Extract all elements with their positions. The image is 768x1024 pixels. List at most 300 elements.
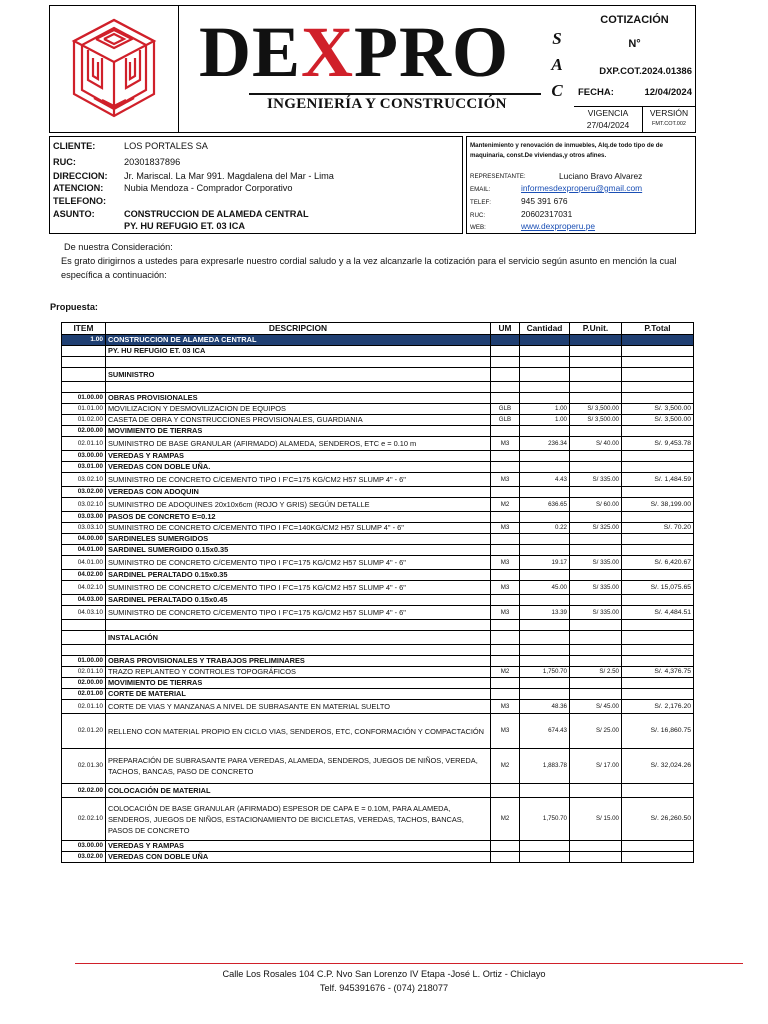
item-cell: 1.00	[62, 335, 106, 346]
logo-box	[50, 6, 179, 132]
quantity-cell: 45.00	[520, 581, 570, 595]
total-price-cell: S/. 4,376.75	[622, 667, 694, 678]
table-row	[62, 512, 694, 523]
total-price-cell	[622, 784, 694, 798]
um-cell	[491, 393, 520, 404]
um-cell	[491, 346, 520, 357]
total-price-cell: S/. 70.20	[622, 523, 694, 534]
table-row	[62, 523, 694, 534]
um-cell: M3	[491, 700, 520, 714]
item-cell: 04.00.00	[62, 534, 106, 545]
um-cell	[491, 852, 520, 863]
item-cell	[62, 645, 106, 656]
total-price-cell	[622, 656, 694, 667]
description-cell	[106, 620, 491, 631]
total-price-cell: S/. 3,500.00	[622, 415, 694, 426]
table-row	[62, 382, 694, 393]
vigencia-date: 27/04/2024	[586, 120, 630, 130]
description-cell: CONSTRUCCION DE ALAMEDA CENTRAL	[106, 335, 491, 346]
table-row	[62, 645, 694, 656]
table-row	[62, 473, 694, 487]
quantity-cell	[520, 631, 570, 645]
footer-address: Calle Los Rosales 104 C.P. Nvo San Lorenzo IV Etapa -José L. Ortiz - Chiclayo	[222, 969, 546, 979]
item-cell: 03.03.10	[62, 523, 106, 534]
client-info-box	[49, 136, 463, 234]
item-cell: 04.01.00	[62, 556, 106, 570]
col-header-descripcion: DESCRIPCION	[106, 323, 491, 335]
quantity-cell	[520, 462, 570, 473]
item-cell: 02.00.00	[62, 678, 106, 689]
description-cell	[106, 382, 491, 393]
table-row	[62, 534, 694, 545]
item-cell: 04.01.00	[62, 545, 106, 556]
unit-price-cell	[570, 393, 622, 404]
item-cell: 01.00.00	[62, 656, 106, 667]
unit-price-cell	[570, 382, 622, 393]
unit-price-cell: S/ 60.00	[570, 498, 622, 512]
description-cell: SUMINISTRO DE CONCRETO C/CEMENTO TIPO I F'C=175 KG/CM2 H57 SLUMP 4" - 6"	[106, 556, 491, 570]
description-cell: CORTE DE MATERIAL	[106, 689, 491, 700]
unit-price-cell	[570, 368, 622, 382]
description-cell: CORTE DE VIAS Y MANZANAS A NIVEL DE SUBRASANTE EN MATERIAL SUELTO	[106, 700, 491, 714]
table-row	[62, 556, 694, 570]
dexpro-cube-logo-icon	[50, 6, 178, 132]
total-price-cell	[622, 393, 694, 404]
um-cell	[491, 689, 520, 700]
total-price-cell	[622, 487, 694, 498]
um-cell	[491, 335, 520, 346]
item-cell: 02.02.10	[62, 798, 106, 841]
unit-price-cell	[570, 451, 622, 462]
item-cell: 02.01.10	[62, 700, 106, 714]
description-cell: PY. HU REFUGIO ET. 03 ICA	[106, 346, 491, 357]
um-cell	[491, 656, 520, 667]
table-row	[62, 841, 694, 852]
total-price-cell	[622, 368, 694, 382]
total-price-cell: S/. 6,420.67	[622, 556, 694, 570]
description-cell: COLOCACIÓN DE BASE GRANULAR (AFIRMADO) ESPESOR DE CAPA E = 0.10M, PARA ALAMEDA, SENDEROS, JUEGOS DE NIÑOS, ESTACIONAMIENTO DE BICICLETAS, VEREDAS, TACHOS, BANCAS, PASOS DE CONCRETO	[106, 798, 491, 841]
total-price-cell: S/. 32,024.26	[622, 749, 694, 784]
table-row	[62, 415, 694, 426]
description-cell: VEREDAS CON ADOQUIN	[106, 487, 491, 498]
description-cell: SARDINEL PERALTADO 0.15x0.35	[106, 570, 491, 581]
unit-price-cell	[570, 545, 622, 556]
description-cell: VEREDAS Y RAMPAS	[106, 451, 491, 462]
um-cell: M3	[491, 606, 520, 620]
item-cell: 03.02.10	[62, 473, 106, 487]
rep-value: Luciano Bravo Alvarez	[559, 171, 643, 181]
quote-title: COTIZACIÓN	[600, 14, 669, 26]
quantity-cell	[520, 841, 570, 852]
col-header-item: ITEM	[62, 323, 106, 335]
quantity-cell	[520, 357, 570, 368]
um-cell: M2	[491, 798, 520, 841]
um-cell: M3	[491, 473, 520, 487]
description-cell: CASETA DE OBRA Y CONSTRUCCIONES PROVISIONALES, GUARDIANIA	[106, 415, 491, 426]
ruc-value: 20301837896	[124, 157, 181, 167]
description-cell: SUMINISTRO DE CONCRETO C/CEMENTO TIPO I F'C=140KG/CM2 H57 SLUMP 4" - 6"	[106, 523, 491, 534]
total-price-cell: S/. 15,075.65	[622, 581, 694, 595]
um-cell: M2	[491, 667, 520, 678]
table-row	[62, 346, 694, 357]
unit-price-cell: S/ 25.00	[570, 714, 622, 749]
total-price-cell	[622, 570, 694, 581]
company-description: Mantenimiento y renovación de inmuebles, Alq.de todo tipo de de maquinaria, const.De viviendas,y otros afines.	[470, 142, 663, 159]
quote-code: DXP.COT.2024.01386	[599, 66, 692, 77]
total-price-cell: S/. 26,260.50	[622, 798, 694, 841]
description-cell: SUMINISTRO DE BASE GRANULAR (AFIRMADO) ALAMEDA, SENDEROS, ETC e = 0.10 m	[106, 437, 491, 451]
quantity-cell	[520, 346, 570, 357]
unit-price-cell	[570, 689, 622, 700]
um-cell	[491, 368, 520, 382]
propuesta-label: Propuesta:	[50, 302, 98, 312]
description-cell: VEREDAS CON DOBLE UÑA.	[106, 462, 491, 473]
greeting: De nuestra Consideración:	[64, 242, 173, 252]
table-row	[62, 404, 694, 415]
table-row	[62, 595, 694, 606]
um-cell	[491, 545, 520, 556]
description-cell: SUMINISTRO DE ADOQUINES 20x10x6cm (ROJO Y GRIS) SEGÚN DETALLE	[106, 498, 491, 512]
item-cell: 02.01.10	[62, 437, 106, 451]
description-cell: MOVILIZACION Y DESMOVILIZACION DE EQUIPOS	[106, 404, 491, 415]
quantity-cell	[520, 545, 570, 556]
table-row	[62, 798, 694, 841]
table-row	[62, 714, 694, 749]
um-cell	[491, 451, 520, 462]
table-row	[62, 462, 694, 473]
quantity-cell	[520, 570, 570, 581]
unit-price-cell	[570, 645, 622, 656]
email-link[interactable]: informesdexproperu@gmail.com	[521, 183, 643, 193]
unit-price-cell: S/ 335.00	[570, 556, 622, 570]
description-cell: SARDINEL PERALTADO 0.15x0.45	[106, 595, 491, 606]
item-cell: 01.02.00	[62, 415, 106, 426]
rep-label: REPRESENTANTE:	[470, 173, 526, 180]
unit-price-cell	[570, 678, 622, 689]
quantity-cell	[520, 451, 570, 462]
quantity-cell	[520, 689, 570, 700]
brand-subtitle: INGENIERÍA Y CONSTRUCCIÓN	[267, 96, 507, 112]
item-cell: 03.00.00	[62, 451, 106, 462]
item-cell: 02.01.20	[62, 714, 106, 749]
footer-divider	[75, 963, 743, 964]
total-price-cell	[622, 451, 694, 462]
version-label: VERSIÓN	[649, 108, 689, 118]
um-cell	[491, 426, 520, 437]
representative-box	[466, 136, 696, 234]
description-cell: SUMINISTRO DE CONCRETO C/CEMENTO TIPO I F'C=175 KG/CM2 H57 SLUMP 4" - 6"	[106, 581, 491, 595]
quote-number-label: N°	[628, 38, 641, 50]
total-price-cell	[622, 595, 694, 606]
unit-price-cell	[570, 426, 622, 437]
unit-price-cell: S/ 15.00	[570, 798, 622, 841]
col-header-ptotal: P.Total	[622, 323, 694, 335]
description-cell: SUMINISTRO	[106, 368, 491, 382]
unit-price-cell: S/ 17.00	[570, 749, 622, 784]
item-cell: 04.03.10	[62, 606, 106, 620]
total-price-cell	[622, 852, 694, 863]
brand-name: DEXPRO	[199, 12, 510, 92]
unit-price-cell: S/ 2.50	[570, 667, 622, 678]
telefono-label: TELEFONO:	[53, 196, 107, 206]
description-cell	[106, 645, 491, 656]
unit-price-cell	[570, 595, 622, 606]
quantity-cell	[520, 393, 570, 404]
total-price-cell	[622, 335, 694, 346]
total-price-cell	[622, 545, 694, 556]
um-cell	[491, 462, 520, 473]
description-cell	[106, 357, 491, 368]
quantity-cell	[520, 382, 570, 393]
table-row	[62, 678, 694, 689]
brand-block	[179, 6, 621, 132]
item-cell: 04.03.00	[62, 595, 106, 606]
unit-price-cell	[570, 570, 622, 581]
um-cell	[491, 631, 520, 645]
item-cell: 02.01.30	[62, 749, 106, 784]
table-row	[62, 368, 694, 382]
um-cell: M3	[491, 581, 520, 595]
quantity-cell: 674.43	[520, 714, 570, 749]
quantity-cell	[520, 656, 570, 667]
description-cell: OBRAS PROVISIONALES Y TRABAJOS PRELIMINARES	[106, 656, 491, 667]
total-price-cell	[622, 534, 694, 545]
col-header-cantidad: Cantidad	[520, 323, 570, 335]
total-price-cell	[622, 620, 694, 631]
item-cell: 01.01.00	[62, 404, 106, 415]
quantity-cell	[520, 678, 570, 689]
unit-price-cell	[570, 852, 622, 863]
unit-price-cell: S/ 335.00	[570, 581, 622, 595]
quantity-cell: 13.39	[520, 606, 570, 620]
intro-line-2: específica a continuación:	[61, 270, 167, 280]
unit-price-cell: S/ 335.00	[570, 606, 622, 620]
description-cell: INSTALACIÓN	[106, 631, 491, 645]
quantity-cell: 1,750.70	[520, 667, 570, 678]
um-cell: M3	[491, 523, 520, 534]
um-cell	[491, 534, 520, 545]
table-body	[62, 335, 694, 863]
item-cell: 02.01.00	[62, 689, 106, 700]
unit-price-cell: S/ 45.00	[570, 700, 622, 714]
item-cell: 03.03.00	[62, 512, 106, 523]
table-row	[62, 498, 694, 512]
quantity-cell: 4.43	[520, 473, 570, 487]
item-cell: 03.02.10	[62, 498, 106, 512]
quantity-cell: 1,750.70	[520, 798, 570, 841]
description-cell: VEREDAS CON DOBLE UÑA	[106, 852, 491, 863]
table-row	[62, 437, 694, 451]
table-row	[62, 357, 694, 368]
unit-price-cell	[570, 620, 622, 631]
total-price-cell: S/. 16,860.75	[622, 714, 694, 749]
unit-price-cell: S/ 3,500.00	[570, 415, 622, 426]
cliente-value: LOS PORTALES SA	[124, 141, 208, 151]
table-row	[62, 667, 694, 678]
intro-line-1: Es grato dirigirnos a ustedes para expresarle nuestro cordial saludo y a la vez alcanzarle la cotización para el servicio según asunto en mención la cual	[61, 256, 677, 266]
um-cell	[491, 620, 520, 631]
atencion-label: ATENCION:	[53, 183, 104, 193]
table-row	[62, 606, 694, 620]
unit-price-cell: S/ 3,500.00	[570, 404, 622, 415]
unit-price-cell	[570, 512, 622, 523]
total-price-cell	[622, 357, 694, 368]
description-cell: PREPARACIÓN DE SUBRASANTE PARA VEREDAS, ALAMEDA, SENDEROS, JUEGOS DE NIÑOS, VEREDA, TACHOS, BANCAS, PASO DE CONCRETO	[106, 749, 491, 784]
total-price-cell	[622, 512, 694, 523]
description-cell: VEREDAS Y RAMPAS	[106, 841, 491, 852]
quantity-cell	[520, 368, 570, 382]
description-cell: SARDINELES SUMERGIDOS	[106, 534, 491, 545]
quantity-cell: 1.00	[520, 404, 570, 415]
brand-divider	[249, 93, 541, 95]
quantity-cell	[520, 784, 570, 798]
description-cell: MOVIMIENTO DE TIERRAS	[106, 426, 491, 437]
um-cell	[491, 382, 520, 393]
direccion-value: Jr. Mariscal. La Mar 991. Magdalena del Mar - Lima	[124, 171, 334, 181]
footer-phone: Telf. 945391676 - (074) 218077	[319, 983, 449, 993]
unit-price-cell	[570, 357, 622, 368]
unit-price-cell: S/ 335.00	[570, 473, 622, 487]
item-cell	[62, 620, 106, 631]
total-price-cell	[622, 426, 694, 437]
description-cell: COLOCACIÓN DE MATERIAL	[106, 784, 491, 798]
item-cell: 02.02.00	[62, 784, 106, 798]
quote-date-label: FECHA:	[578, 87, 614, 98]
quote-date: 12/04/2024	[644, 87, 692, 98]
total-price-cell: S/. 9,453.78	[622, 437, 694, 451]
unit-price-cell: S/ 40.00	[570, 437, 622, 451]
item-cell: 04.02.00	[62, 570, 106, 581]
um-cell	[491, 570, 520, 581]
table-row	[62, 656, 694, 667]
quantity-cell: 1.00	[520, 415, 570, 426]
um-cell	[491, 487, 520, 498]
um-cell	[491, 645, 520, 656]
unit-price-cell	[570, 346, 622, 357]
item-cell	[62, 368, 106, 382]
description-cell: TRAZO REPLANTEO Y CONTROLES TOPOGRÁFICOS	[106, 667, 491, 678]
quantity-cell: 48.36	[520, 700, 570, 714]
brand-sac: S A C	[551, 29, 563, 100]
quantity-cell: 19.17	[520, 556, 570, 570]
item-cell	[62, 382, 106, 393]
rep-ruc-label: RUC:	[470, 212, 486, 219]
item-cell: 03.01.00	[62, 462, 106, 473]
table-header-row	[62, 323, 694, 335]
quantity-cell: 636.65	[520, 498, 570, 512]
total-price-cell	[622, 841, 694, 852]
table-row	[62, 620, 694, 631]
telef-value: 945 391 676	[521, 196, 568, 206]
table-row	[62, 426, 694, 437]
um-cell: M2	[491, 498, 520, 512]
description-cell: PASOS DE CONCRETO E=0.12	[106, 512, 491, 523]
description-cell: OBRAS PROVISIONALES	[106, 393, 491, 404]
total-price-cell	[622, 678, 694, 689]
email-label: EMAIL:	[470, 186, 491, 193]
total-price-cell: S/. 2,176.20	[622, 700, 694, 714]
description-cell: SUMINISTRO DE CONCRETO C/CEMENTO TIPO I F'C=175 KG/CM2 H57 SLUMP 4" - 6"	[106, 606, 491, 620]
web-link[interactable]: www.dexproperu.pe	[521, 221, 596, 231]
description-cell: SARDINEL SUMERGIDO 0.15x0.35	[106, 545, 491, 556]
unit-price-cell	[570, 534, 622, 545]
um-cell: M3	[491, 714, 520, 749]
total-price-cell	[622, 462, 694, 473]
table-row	[62, 393, 694, 404]
unit-price-cell	[570, 462, 622, 473]
quantity-cell	[520, 426, 570, 437]
um-cell	[491, 512, 520, 523]
web-label: WEB:	[470, 224, 486, 231]
version-code: FMT.COT.002	[652, 121, 686, 127]
table-row	[62, 570, 694, 581]
total-price-cell: S/. 4,484.51	[622, 606, 694, 620]
telef-label: TELEF:	[470, 199, 491, 206]
table-row	[62, 631, 694, 645]
quantity-cell	[520, 620, 570, 631]
total-price-cell: S/. 3,500.00	[622, 404, 694, 415]
quantity-cell	[520, 852, 570, 863]
total-price-cell	[622, 689, 694, 700]
description-cell: SUMINISTRO DE CONCRETO C/CEMENTO TIPO I F'C=175 KG/CM2 H57 SLUMP 4" - 6"	[106, 473, 491, 487]
ruc-label: RUC:	[53, 157, 76, 167]
unit-price-cell	[570, 335, 622, 346]
item-cell: 02.00.00	[62, 426, 106, 437]
um-cell: M3	[491, 556, 520, 570]
item-cell	[62, 631, 106, 645]
item-cell: 03.02.00	[62, 852, 106, 863]
total-price-cell	[622, 631, 694, 645]
quantity-cell	[520, 487, 570, 498]
rep-ruc-value: 20602317031	[521, 209, 573, 219]
table-row	[62, 749, 694, 784]
total-price-cell: S/. 38,199.00	[622, 498, 694, 512]
item-cell	[62, 357, 106, 368]
quantity-cell	[520, 512, 570, 523]
description-cell: RELLENO CON MATERIAL PROPIO EN CICLO VIAS, SENDEROS, ETC, CONFORMACIÓN Y COMPACTACIÓN	[106, 714, 491, 749]
cliente-label: CLIENTE:	[53, 141, 96, 151]
quantity-cell: 0.22	[520, 523, 570, 534]
unit-price-cell	[570, 841, 622, 852]
vigencia-label: VIGENCIA	[587, 108, 629, 118]
item-cell: 03.02.00	[62, 487, 106, 498]
quantity-cell	[520, 595, 570, 606]
unit-price-cell	[570, 487, 622, 498]
total-price-cell: S/. 1,484.59	[622, 473, 694, 487]
quantity-cell	[520, 534, 570, 545]
total-price-cell	[622, 645, 694, 656]
unit-price-cell	[570, 784, 622, 798]
unit-price-cell	[570, 656, 622, 667]
item-cell: 03.00.00	[62, 841, 106, 852]
table-row	[62, 784, 694, 798]
table-section-row	[62, 335, 694, 346]
um-cell: GLB	[491, 404, 520, 415]
col-header-um: UM	[491, 323, 520, 335]
asunto-line-2: PY. HU REFUGIO ET. 03 ICA	[124, 221, 245, 231]
quantity-cell: 236.34	[520, 437, 570, 451]
table-row	[62, 487, 694, 498]
col-header-punit: P.Unit.	[570, 323, 622, 335]
quote-box	[574, 6, 695, 132]
unit-price-cell	[570, 631, 622, 645]
direccion-label: DIRECCION:	[53, 171, 108, 181]
quantity-cell	[520, 335, 570, 346]
um-cell	[491, 595, 520, 606]
table-row	[62, 700, 694, 714]
table-row	[62, 581, 694, 595]
table-row	[62, 451, 694, 462]
